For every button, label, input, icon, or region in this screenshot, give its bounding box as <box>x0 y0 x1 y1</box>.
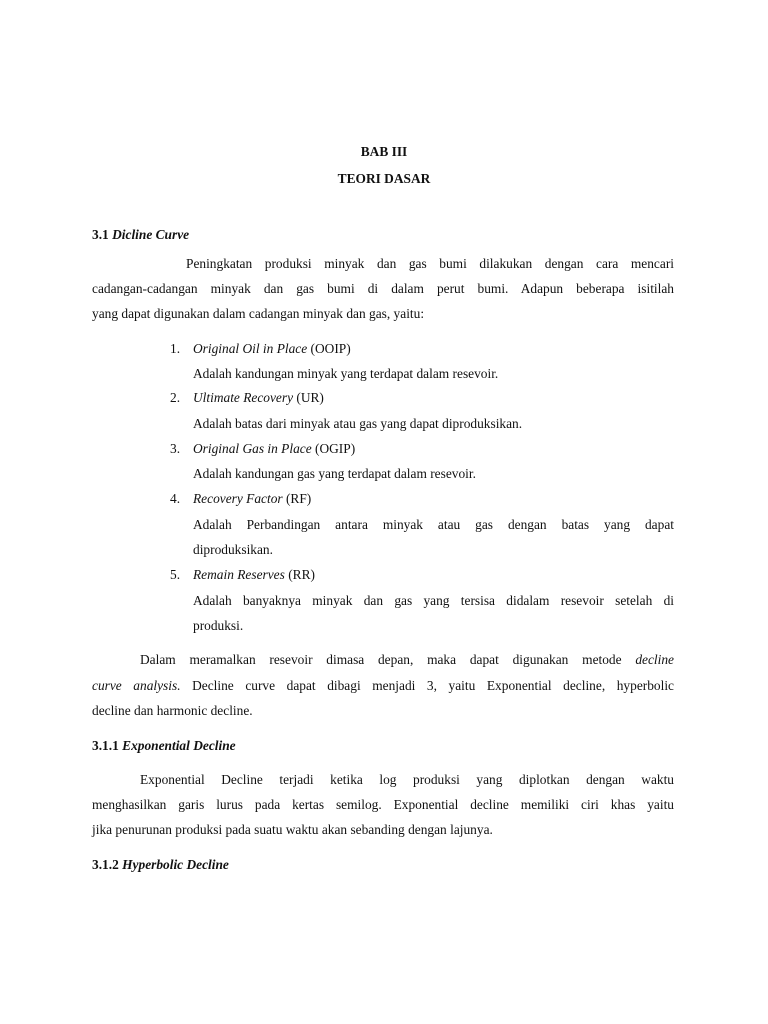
expo-line-2: menghasilkan garis lurus pada kertas semilog. Exponential decline memiliki ciri khas yaitu <box>92 797 674 812</box>
term-italic: Recovery Factor <box>193 491 283 506</box>
list-item-desc: Adalah kandungan minyak yang terdapat dalam resevoir. <box>193 366 499 381</box>
list-item-term <box>193 491 311 507</box>
list-item-term <box>193 390 324 406</box>
term-italic: Original Oil in Place <box>193 341 308 356</box>
term-abbr: (OOIP) <box>307 341 351 356</box>
intro-line-3: yang dapat digunakan dalam cadangan minyak dan gas, yaitu: <box>92 306 425 321</box>
list-number: 2. <box>170 390 181 405</box>
forecast-line-1 <box>140 652 674 668</box>
forecast-text: Dalam meramalkan resevoir dimasa depan, maka dapat digunakan metode <box>140 652 636 667</box>
forecast-italic: curve analysis. <box>92 678 181 693</box>
term-abbr: (OGIP) <box>311 441 356 456</box>
list-number: 3. <box>170 441 181 456</box>
intro-line-1: Peningkatan produksi minyak dan gas bumi dilakukan dengan cara mencari <box>186 256 674 271</box>
forecast-italic: decline <box>635 652 674 667</box>
forecast-text: Decline curve dapat dibagi menjadi 3, yaitu Exponential decline, hyperbolic <box>180 678 674 693</box>
term-abbr: (RF) <box>282 491 312 506</box>
list-item-desc-cont: diproduksikan. <box>193 542 273 557</box>
list-item-desc-cont: produksi. <box>193 618 244 633</box>
list-number: 5. <box>170 567 181 582</box>
forecast-line-2 <box>92 678 674 694</box>
term-italic: Ultimate Recovery <box>193 390 294 405</box>
term-italic: Original Gas in Place <box>193 441 312 456</box>
list-item-desc: Adalah batas dari minyak atau gas yang dapat diproduksikan. <box>193 416 523 431</box>
section-heading-3-1-2 <box>92 857 229 873</box>
section-title: Exponential Decline <box>122 738 236 753</box>
expo-line-1: Exponential Decline terjadi ketika log produksi yang diplotkan dengan waktu <box>140 772 674 787</box>
section-heading-3-1 <box>92 227 189 243</box>
section-heading-3-1-1 <box>92 738 236 754</box>
list-item-desc: Adalah banyaknya minyak dan gas yang tersisa didalam resevoir setelah di <box>193 593 674 608</box>
list-number: 1. <box>170 341 181 356</box>
list-item-term <box>193 441 355 457</box>
chapter-title: TEORI DASAR <box>337 171 431 186</box>
list-number: 4. <box>170 491 181 506</box>
list-item-desc: Adalah Perbandingan antara minyak atau gas dengan batas yang dapat <box>193 517 674 532</box>
section-number: 3.1 <box>92 227 109 242</box>
intro-line-2: cadangan-cadangan minyak dan gas bumi di dalam perut bumi. Adapun beberapa isitilah <box>92 281 674 296</box>
term-italic: Remain Reserves <box>193 567 285 582</box>
term-abbr: (RR) <box>284 567 315 582</box>
chapter-number: BAB III <box>360 144 408 159</box>
expo-line-3: jika penurunan produksi pada suatu waktu akan sebanding dengan lajunya. <box>92 822 493 837</box>
list-item-term <box>193 567 315 583</box>
section-number: 3.1.2 <box>92 857 119 872</box>
term-abbr: (UR) <box>293 390 324 405</box>
section-title: Hyperbolic Decline <box>122 857 229 872</box>
list-item-desc: Adalah kandungan gas yang terdapat dalam resevoir. <box>193 466 476 481</box>
section-number: 3.1.1 <box>92 738 119 753</box>
forecast-line-3: decline dan harmonic decline. <box>92 703 253 718</box>
list-item-term <box>193 341 351 357</box>
section-title: Dicline Curve <box>112 227 190 242</box>
